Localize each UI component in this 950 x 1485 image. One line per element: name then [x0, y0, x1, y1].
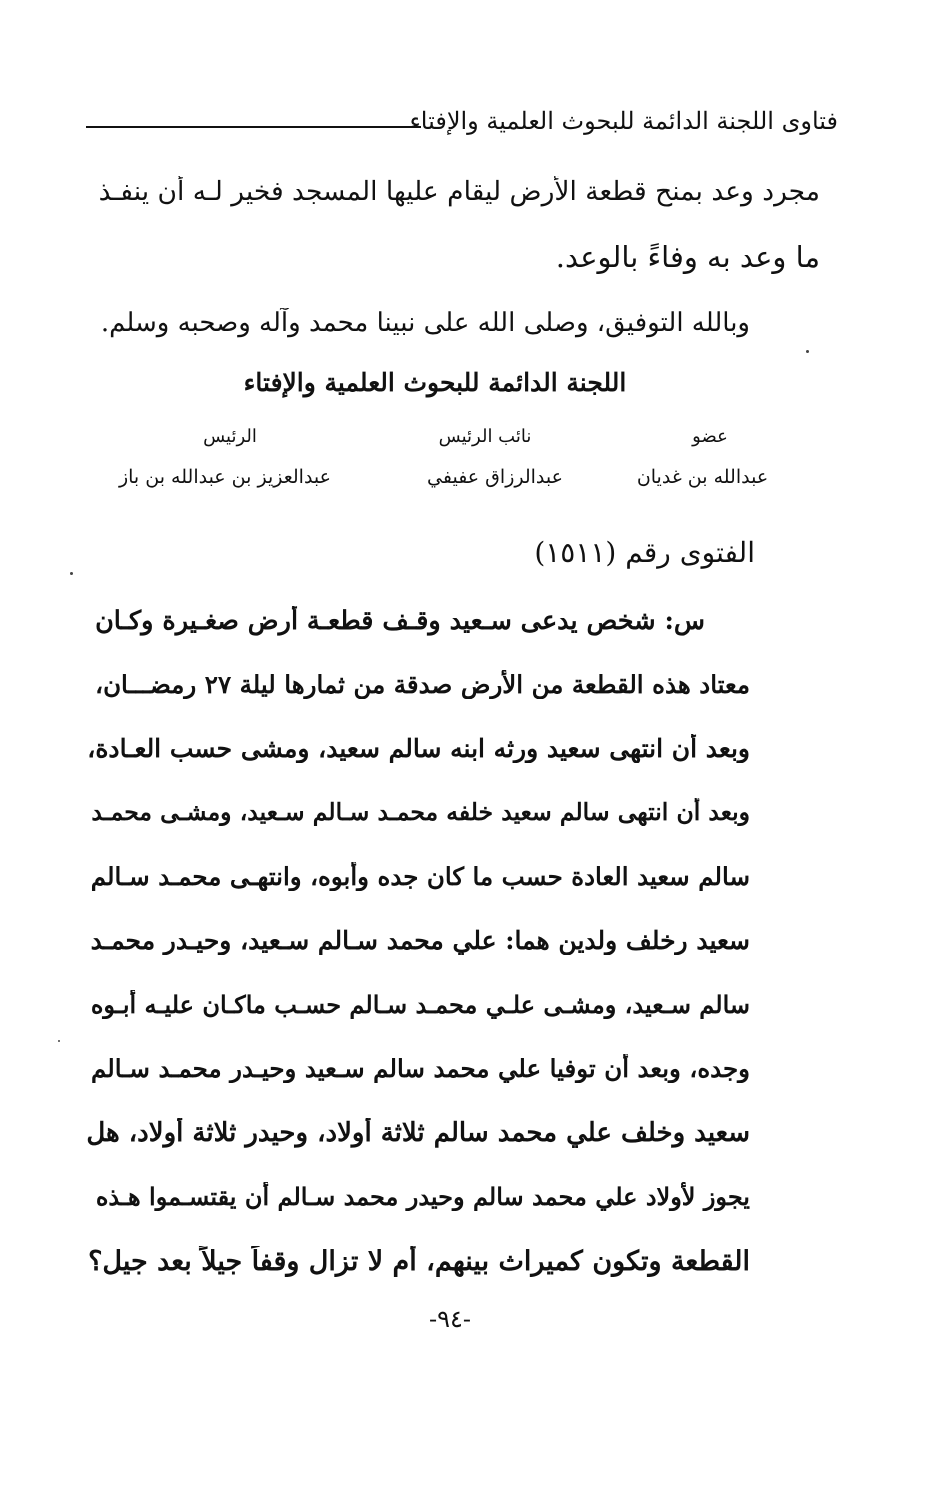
committee-title: اللجنة الدائمة للبحوث العلمية والإفتاء [243, 368, 627, 397]
running-header [86, 106, 838, 146]
question-line-4: وبعد أن انتهى سالم سعيد خلفه محمـد سـالم سـعيد، ومشـى محمـد [91, 798, 750, 826]
question-line-10: يجوز لأولاد علي محمد سالم وحيدر محمد سـالم أن يقتسـموا هـذه [95, 1182, 750, 1211]
question-line-11: القطعة وتكون كميراث بينهم، أم لا تزال وقفاً جيلاً بعد جيل؟ [88, 1246, 750, 1277]
running-title: فتاوى اللجنة الدائمة للبحوث العلمية والإفتاء [409, 107, 838, 135]
question-line-3: وبعد أن انتهى سعيد ورثه ابنه سالم سعيد، ومشى حسب العـادة، [87, 734, 750, 763]
page-number: -٩٤- [429, 1305, 471, 1333]
question-line-7: سالم سـعيد، ومشـى علـي محمـد سـالم حسـب ماكـان عليـه أبـوه [90, 990, 750, 1019]
header-rule [86, 126, 421, 128]
signatory-role-chairman: الرئيس [203, 426, 257, 447]
scan-speck [58, 1040, 60, 1042]
closing-line: وبالله التوفيق، وصلى الله على نبينا محمد وآله وصحبه وسلم. [100, 308, 750, 338]
question-line-5: سالم سعيد العادة حسب ما كان جده وأبوه، وانتهـى محمـد سـالم [90, 862, 750, 891]
scan-speck [806, 350, 809, 353]
question-line-8: وجده، وبعد أن توفيا علي محمد سالم سـعيد وحيـدر محمـد سـالم [90, 1054, 750, 1083]
question-line-1: س: شخص يدعى سـعيد وقـف قطعـة أرض صغـيرة وكـان [95, 606, 705, 636]
question-line-9: سعيد وخلف علي محمد سالم ثلاثة أولاد، وحيدر ثلاثة أولاد، هل [86, 1118, 750, 1148]
question-line-6: سعيد رخلف ولدين هما: علي محمد سـالم سـعيد، وحيـدر محمـد [90, 926, 750, 955]
signatory-role-deputy: نائب الرئيس [438, 426, 532, 447]
signatory-role-member: عضو [692, 426, 728, 447]
fatwa-number: الفتوى رقم (١٥١١) [534, 536, 755, 569]
scan-speck [70, 572, 73, 575]
intro-line-1: مجرد وعد بمنح قطعة الأرض ليقام عليها المسجد فخير لـه أن ينفـذ [98, 176, 820, 207]
signatory-name-chairman: عبدالعزيز بن عبدالله بن باز [118, 466, 332, 488]
intro-line-2: ما وعد به وفاءً بالوعد. [555, 240, 820, 274]
signatory-name-member: عبدالله بن غديان [636, 466, 769, 488]
question-line-2: معتاد هذه القطعة من الأرض صدقة من ثمارها ليلة ٢٧ رمضـــان، [95, 670, 750, 699]
signatory-name-deputy: عبدالرزاق عفيفي [427, 466, 563, 488]
